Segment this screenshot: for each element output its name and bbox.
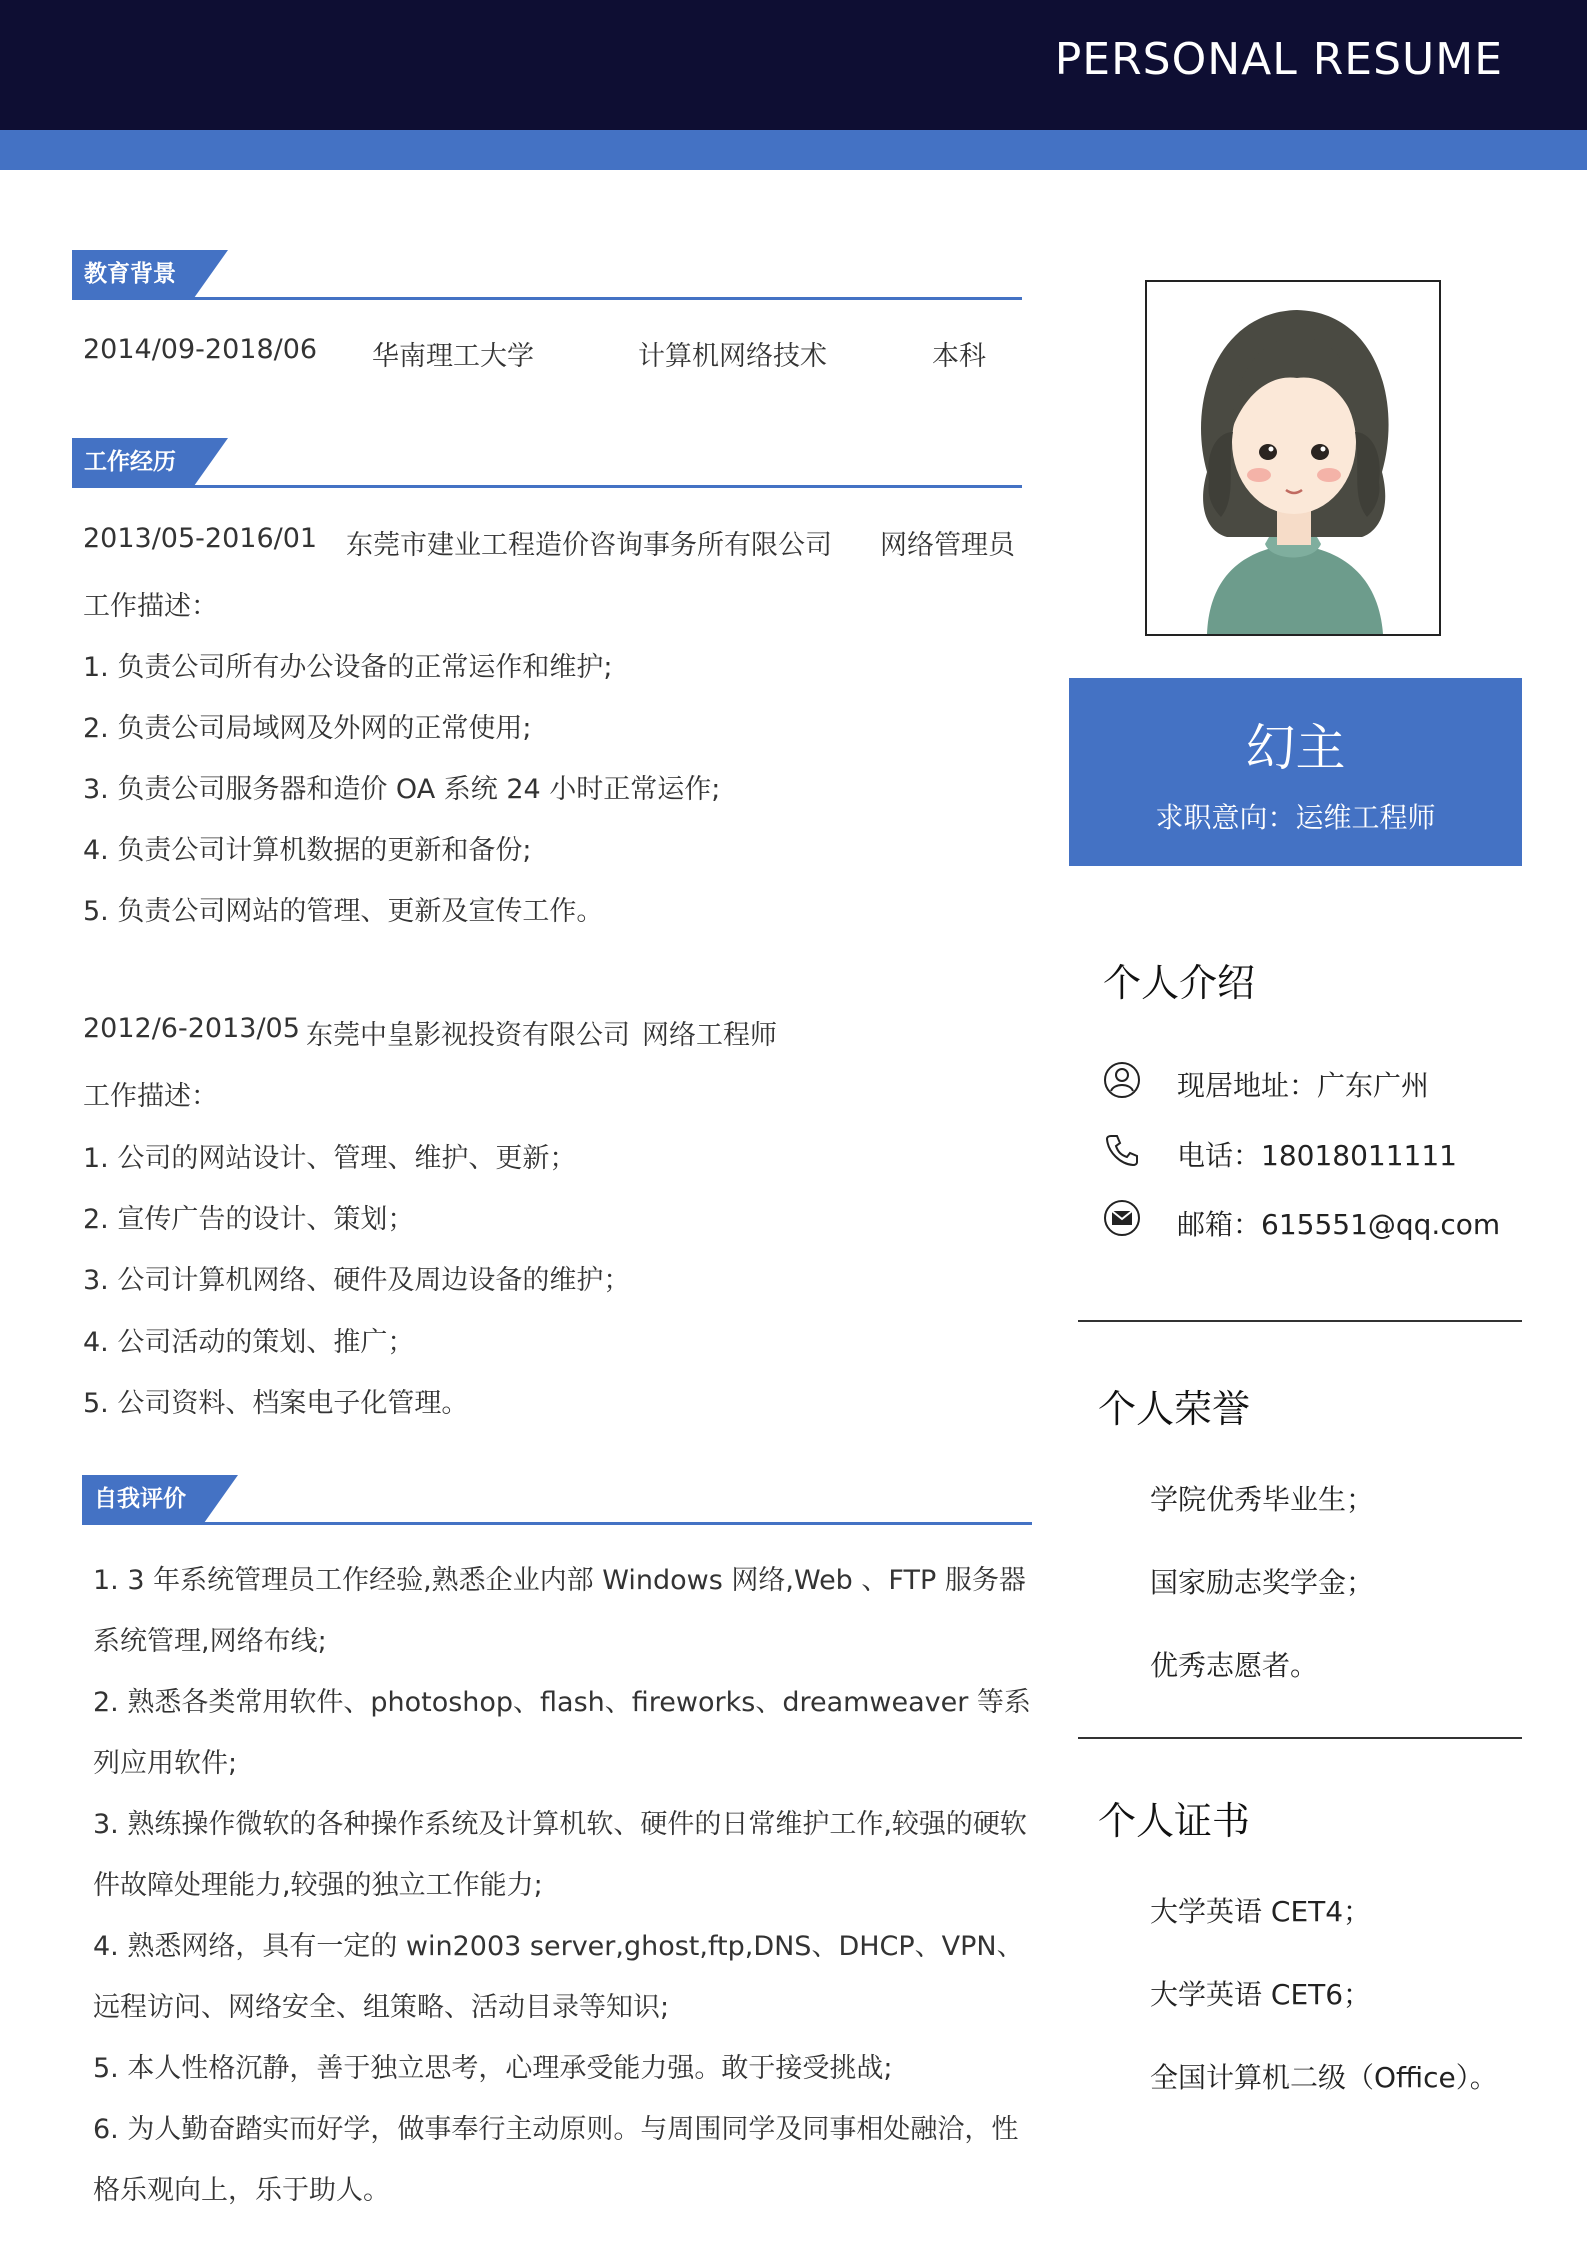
- self-eval-item: 5. 本人性格沉静，善于独立思考，心理承受能力强。敢于接受挑战;: [93, 2053, 893, 2084]
- self-eval-list: [93, 1550, 1033, 2221]
- job2-title: 网络工程师: [642, 1020, 777, 1051]
- education-divider: [72, 297, 1022, 300]
- job2-period: 2012/6-2013/05: [83, 1013, 300, 1044]
- honors-divider: [1078, 1737, 1522, 1739]
- honors-heading: 个人荣誉: [1098, 1387, 1251, 1431]
- honor-item: 优秀志愿者。: [1150, 1649, 1319, 1682]
- intro-email: 邮箱：615551@qq.com: [1177, 1208, 1501, 1241]
- self-eval-item: 4. 熟悉网络，具有一定的 win2003 server,ghost,ftp,DNS、DHCP、VPN、远程访问、网络安全、组策略、活动目录等知识;: [93, 1931, 1024, 2023]
- job1-item: 2. 负责公司局域网及外网的正常使用;: [83, 713, 532, 744]
- education-school: 华南理工大学: [372, 341, 534, 372]
- work-heading: 工作经历: [72, 438, 228, 486]
- profile-card: [1069, 678, 1522, 866]
- intro-heading: 个人介绍: [1103, 961, 1256, 1005]
- page-title: PERSONAL RESUME: [1054, 34, 1503, 85]
- education-heading: 教育背景: [72, 250, 228, 298]
- job1-period: 2013/05-2016/01: [83, 523, 318, 554]
- self-eval-item: 2. 熟悉各类常用软件、photoshop、flash、fireworks、dreamweaver 等系列应用软件;: [93, 1687, 1031, 1779]
- cert-item: 大学英语 CET4；: [1150, 1895, 1372, 1928]
- job2-item: 5. 公司资料、档案电子化管理。: [83, 1388, 469, 1419]
- cert-item: 大学英语 CET6；: [1150, 1978, 1372, 2011]
- honor-item: 学院优秀毕业生；: [1150, 1483, 1375, 1516]
- job2-item: 3. 公司计算机网络、硬件及周边设备的维护；: [83, 1265, 631, 1296]
- job2-item: 2. 宣传广告的设计、策划；: [83, 1204, 415, 1235]
- cert-item: 全国计算机二级（Office）。: [1150, 2061, 1498, 2094]
- self-eval-item: 1. 3 年系统管理员工作经验,熟悉企业内部 Windows 网络,Web 、FTP 服务器系统管理,网络布线;: [93, 1565, 1026, 1657]
- profile-name: 幻主: [1245, 719, 1346, 777]
- education-period: 2014/09-2018/06: [83, 334, 318, 365]
- work-divider: [72, 485, 1022, 488]
- self-eval-heading: 自我评价: [82, 1475, 238, 1523]
- user-icon: [1102, 1060, 1142, 1100]
- job2-item: 4. 公司活动的策划、推广；: [83, 1327, 415, 1358]
- certs-heading: 个人证书: [1098, 1799, 1251, 1843]
- job1-desc-label: 工作描述：: [83, 591, 218, 622]
- job1-item: 3. 负责公司服务器和造价 OA 系统 24 小时正常运作;: [83, 774, 721, 805]
- job1-title: 网络管理员: [880, 530, 1015, 561]
- job2-item: 1. 公司的网站设计、管理、维护、更新；: [83, 1143, 577, 1174]
- self-eval-item: 6. 为人勤奋踏实而好学，做事奉行主动原则。与周围同学及同事相处融洽，性格乐观向上，乐于助人。: [93, 2114, 1019, 2206]
- education-major: 计算机网络技术: [638, 341, 827, 372]
- job1-item: 5. 负责公司网站的管理、更新及宣传工作。: [83, 896, 604, 927]
- education-degree: 本科: [932, 341, 986, 372]
- header-accent-bar: [0, 130, 1587, 170]
- profile-photo: [1145, 280, 1441, 636]
- job1-company: 东莞市建业工程造价咨询事务所有限公司: [346, 530, 832, 561]
- mail-icon: [1102, 1198, 1142, 1238]
- phone-icon: [1102, 1130, 1142, 1170]
- avatar-illustration: [1147, 282, 1439, 634]
- job1-item: 1. 负责公司所有办公设备的正常运作和维护;: [83, 652, 613, 683]
- job2-desc-label: 工作描述：: [83, 1081, 218, 1112]
- intro-address: 现居地址：广东广州: [1177, 1069, 1430, 1102]
- self-eval-item: 3. 熟练操作微软的各种操作系统及计算机软、硬件的日常维护工作,较强的硬软件故障处理能力,较强的独立工作能力;: [93, 1809, 1027, 1901]
- job-intent: 求职意向：运维工程师: [1155, 801, 1436, 834]
- job1-item: 4. 负责公司计算机数据的更新和备份;: [83, 835, 532, 866]
- self-eval-divider: [82, 1522, 1032, 1525]
- honor-item: 国家励志奖学金；: [1150, 1566, 1375, 1599]
- job2-company: 东莞中皇影视投资有限公司: [306, 1020, 630, 1051]
- intro-divider: [1078, 1320, 1522, 1322]
- intro-phone: 电话：18018011111: [1177, 1139, 1457, 1172]
